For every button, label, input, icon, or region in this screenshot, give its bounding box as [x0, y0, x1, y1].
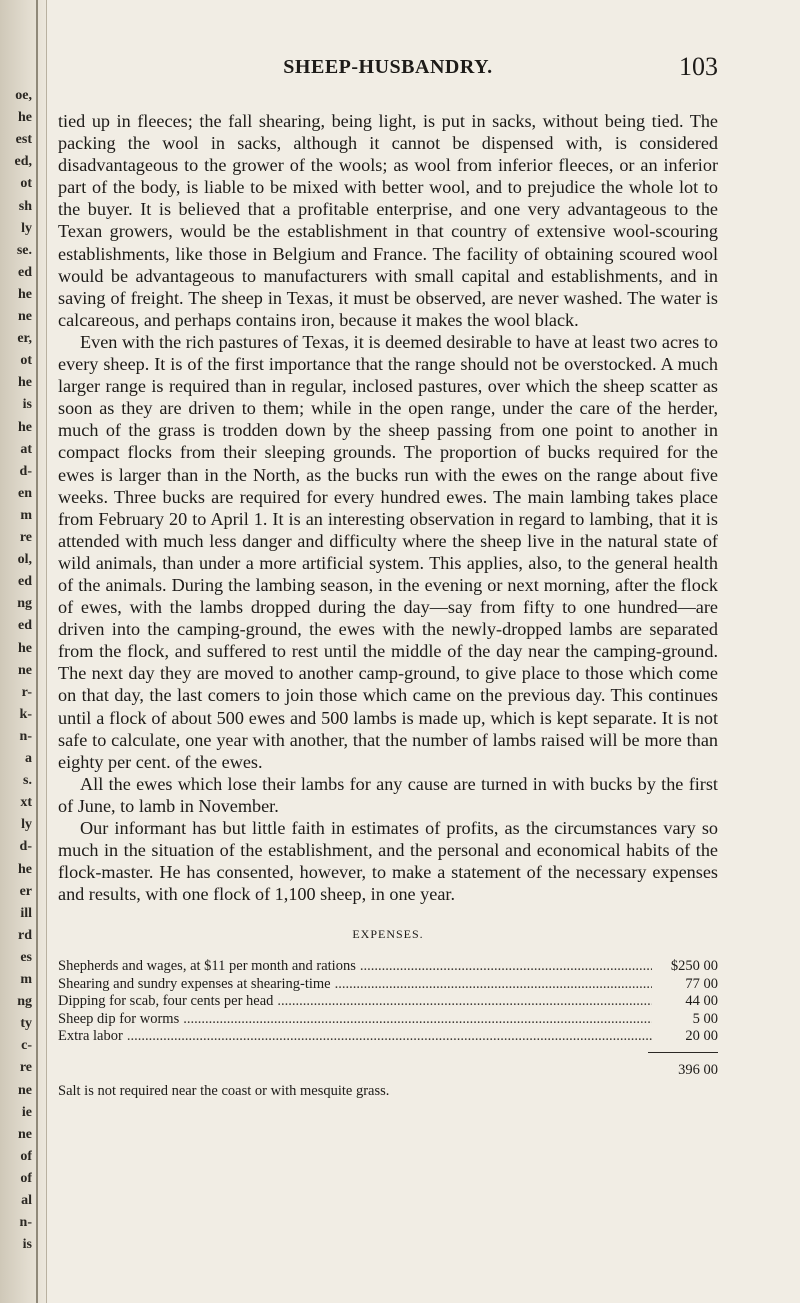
footnote: Salt is not required near the coast or with mesquite grass.: [58, 1083, 390, 1100]
gutter-fragment: se.: [16, 242, 32, 258]
leader-dots: [127, 1028, 652, 1046]
gutter-fragment: est: [15, 132, 32, 148]
expenses-total: 396 00: [678, 1061, 718, 1078]
book-page: [58, 50, 718, 1101]
gutter-fragment: er,: [17, 331, 32, 347]
running-head: [58, 50, 718, 90]
gutter-fragment: he: [18, 640, 32, 656]
gutter-fragment: es: [20, 949, 32, 965]
gutter-fragment: ot: [20, 353, 32, 369]
gutter-fragment: m: [20, 972, 32, 987]
gutter-fragment: en: [18, 485, 32, 501]
gutter-fragment: he: [18, 375, 32, 391]
expenses-table: [58, 958, 718, 1101]
gutter-fragment: of: [20, 1148, 32, 1164]
gutter-fragment: is: [22, 1237, 32, 1253]
gutter-fragment: is: [22, 397, 32, 413]
expense-amount: 77 00: [685, 975, 718, 992]
gutter-fragment: at: [20, 441, 32, 457]
expense-amount: 20 00: [685, 1028, 718, 1045]
expenses-heading: EXPENSES.: [352, 927, 424, 942]
gutter-fragment: ill: [20, 905, 32, 921]
expense-row: [58, 958, 718, 976]
binding-rule: [36, 0, 38, 1303]
gutter-fragment: ne: [18, 1126, 32, 1142]
gutter-fragment: n-: [19, 728, 32, 744]
gutter-fragment: ot: [20, 176, 32, 192]
gutter-fragment: er: [19, 883, 32, 899]
expense-amount: $250 00: [670, 958, 718, 975]
expense-row: [58, 976, 718, 994]
gutter-fragment: m: [20, 507, 32, 523]
paragraph: Our informant has but little faith in estimates of profits, as the circumstances vary so much in the situation of the establishment, and the personal and economical habits of the flock-master. He has consented, however, to make a statement of the necessary expenses and results, with one flock of 1,100 sheep, in one year.: [58, 818, 718, 905]
gutter-fragment: s.: [23, 773, 32, 789]
gutter-fragment: he: [18, 861, 32, 877]
gutter-fragment: ty: [20, 1016, 32, 1032]
gutter-fragment: a: [25, 751, 32, 766]
paragraph: tied up in fleeces; the fall shearing, being light, is put in sacks, without being tied. The packing the wool in sacks, although it cannot be dispensed with, is considered disadvantageous to the grower of the wools; as wool from inferior fleeces, or an inferior part of the body, is liable to be mixed with better wool, and to prejudice the whole lot to the buyer. It is believed that a profitable enterprise, and one very advantageous to the Texan growers, would be the establishment in that country of extensive wool-scouring establishments, like those in Belgium and France. The facility of obtaining scoured wool would be advantageous to manufacturers with small capital and establishments, and in saving of freight. The sheep in Texas, it must be observed, are never washed. The water is calcareous, and perhaps contains iron, because it makes the wool black.: [58, 111, 718, 330]
gutter-fragment: n-: [19, 1215, 32, 1231]
leader-dots: [183, 1011, 652, 1029]
gutter-fragment: re: [19, 530, 32, 545]
gutter-fragment: d-: [19, 839, 32, 855]
body-text: [58, 110, 718, 905]
sum-rule: [648, 1052, 718, 1053]
leader-dots: [360, 958, 652, 976]
paragraph: All the ewes which lose their lambs for any cause are turned in with bucks by the first of June, to lamb in November.: [58, 773, 718, 816]
gutter-fragment: he: [18, 419, 32, 435]
gutter-fragment: d-: [19, 463, 32, 479]
page-number: 103: [679, 52, 718, 81]
gutter-fragment: ng: [17, 994, 32, 1010]
gutter-fragment: ed: [18, 574, 32, 590]
gutter-fragment: he: [18, 286, 32, 302]
leader-dots: [277, 993, 652, 1011]
gutter-fragment: ie: [21, 1104, 32, 1120]
expense-label: Dipping for scab, four cents per head: [58, 993, 274, 1010]
expense-label: Sheep dip for worms: [58, 1010, 180, 1027]
leader-dots: [335, 976, 652, 994]
expense-label: Shearing and sundry expenses at shearing-time: [58, 975, 331, 992]
expense-amount: 44 00: [685, 993, 718, 1010]
gutter-fragment: ng: [17, 596, 32, 612]
gutter-fragment: re: [19, 1060, 32, 1076]
expense-label: Shepherds and wages, at $11 per month and rations: [58, 958, 356, 975]
gutter-fragment: oe,: [15, 88, 32, 103]
gutter-fragment: ne: [18, 1082, 32, 1098]
gutter-fragment: he: [18, 110, 32, 126]
running-title: SHEEP-HUSBANDRY.: [283, 56, 493, 78]
gutter-fragment: ed: [18, 264, 32, 280]
gutter-fragment: of: [20, 1170, 32, 1186]
gutter-fragment: ed: [18, 618, 32, 634]
gutter-fragment: ed,: [14, 154, 32, 170]
gutter-fragment: sh: [18, 198, 32, 214]
gutter-fragment: ne: [18, 662, 32, 678]
gutter-fragment: xt: [20, 795, 32, 811]
gutter-fragment: ly: [21, 817, 32, 833]
gutter-fragment: ol,: [17, 552, 32, 568]
paragraph: Even with the rich pastures of Texas, it is deemed desirable to have at least two acres to every sheep. It is of the first importance that the range should not be overstocked. A much larger range is required than in regular, inclosed pastures, over which the sheep scatter as soon as they are driven to them; while in the open range, under the care of the herder, much of the grass is trodden down by the sheep passing from one point to another in compact flocks from their sleeping grounds. The proportion of bucks required for the ewes is larger than in the North, as the bucks run with the ewes on the range about five weeks. Three bucks are required for every hundred ewes. The main lambing takes place from February 20 to April 1. It is an interesting observation in regard to lambing, that it is attended with much less danger and difficulty where the sheep live in the natural state of wild animals, than under a more artificial system. This applies, also, to the general health of the animals. During the lambing season, in the evening or next morning, after the flock of ewes, with the lambs dropped during the day—say from fifty to one hundred—are driven into the camping-ground, the ewes with the newly-dropped lambs are separated from the flock, and suffered to rest until the middle of the day near the camping-ground. The next day they are moved to another camp-ground, to give place to those which come on that day, the last comers to join those which came on the previous day. This continues until a flock of about 500 ewes and 500 lambs is made up, which is kept separate. It is not safe to calculate, one year with another, that the number of lambs raised will be more than eighty per cent. of the ewes.: [58, 331, 718, 772]
gutter-fragment: c-: [21, 1038, 32, 1054]
gutter-fragment: ly: [21, 220, 32, 236]
gutter-fragment: ne: [18, 309, 32, 324]
gutter-fragment: al: [21, 1193, 32, 1208]
gutter-fragment: rd: [18, 927, 32, 943]
expense-label: Extra labor: [58, 1028, 123, 1045]
expense-amount: 5 00: [692, 1010, 718, 1027]
gutter-fragment: k-: [19, 706, 32, 722]
expense-row: [58, 993, 718, 1011]
gutter-fragment: r-: [21, 684, 32, 700]
expense-row: [58, 1011, 718, 1029]
expense-row: [58, 1028, 718, 1046]
